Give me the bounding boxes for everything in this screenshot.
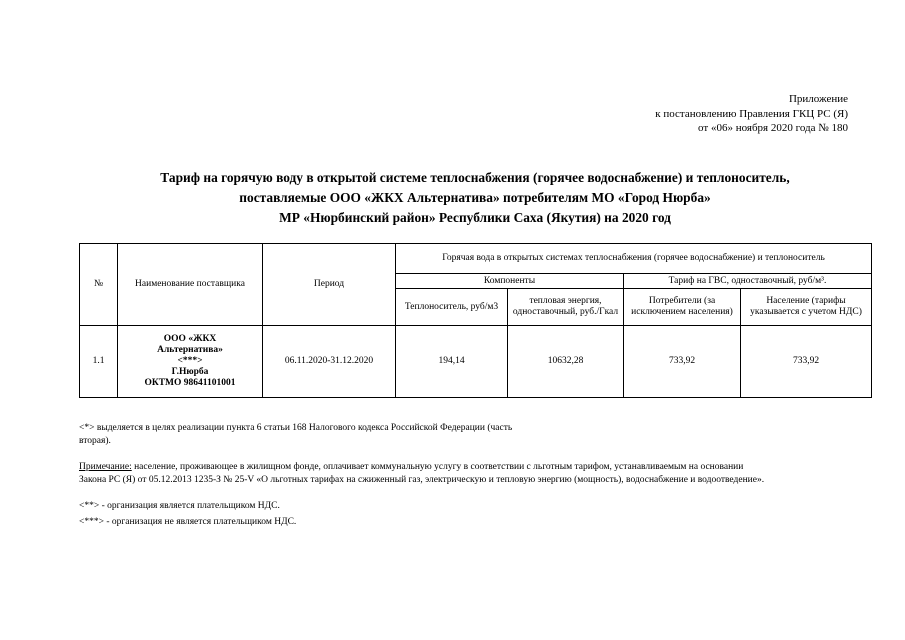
header-supplier: Наименование поставщика xyxy=(118,244,263,326)
header-components: Компоненты xyxy=(396,274,624,289)
table-row xyxy=(80,326,872,398)
header-tariff-gvs: Тариф на ГВС, одноставочный, руб/м³. xyxy=(624,274,872,289)
note-star-1 xyxy=(79,422,879,448)
supplier-line: ООО «ЖКХ xyxy=(163,334,217,344)
supplier-line: Альтернатива» xyxy=(157,345,223,355)
tariff-table xyxy=(79,243,872,398)
note-star-3: <***> - организация не является плательщиком НДС. xyxy=(79,517,297,527)
row-population: 733,92 xyxy=(741,326,872,398)
header-row-1 xyxy=(80,244,872,274)
appendix-block xyxy=(655,92,848,136)
row-heat-energy: 10632,28 xyxy=(508,326,624,398)
row-supplier xyxy=(118,326,263,398)
remark-line-1: население, проживающее в жилищном фонде, оплачивает коммунальную услугу в соответствии с льготным тарифом, устанавливаемым на основании xyxy=(131,462,744,472)
header-group: Горячая вода в открытых системах теплоснабжения (горячее водоснабжение) и теплоноситель xyxy=(396,244,872,274)
row-num: 1.1 xyxy=(80,326,118,398)
note-star-2: <**> - организация является плательщиком НДС. xyxy=(79,501,280,511)
row-heat-carrier: 194,14 xyxy=(396,326,508,398)
row-consumers: 733,92 xyxy=(624,326,741,398)
row-period: 06.11.2020-31.12.2020 xyxy=(263,326,396,398)
supplier-line: ОКТМО 98641101001 xyxy=(144,378,236,388)
note-star-1-line-1: <*> выделяется в целях реализации пункта 6 статьи 168 Налогового кодекса Российской Федерации (часть xyxy=(79,423,513,433)
appendix-line-3: от «06» ноября 2020 года № 180 xyxy=(698,122,848,134)
document-title xyxy=(80,168,870,228)
appendix-line-1: Приложение xyxy=(788,93,848,105)
remark-line-2: Закона РС (Я) от 05.12.2013 1235-З № 25-V «О льготных тарифах на сжиженный газ, электрическую и тепловую энергию (мощность), водоснабжение и водоотведение». xyxy=(79,475,765,485)
header-num: № xyxy=(80,244,118,326)
header-heat-energy: тепловая энергия, одноставочный, руб./Гкал xyxy=(508,289,624,326)
header-heat-carrier: Теплоноситель, руб/м3 xyxy=(396,289,508,326)
supplier-line: Г.Нюрба xyxy=(171,367,209,377)
title-line-3: МР «Нюрбинский район» Республики Саха (Якутия) на 2020 год xyxy=(279,210,671,225)
title-line-2: поставляемые ООО «ЖКХ Альтернатива» потребителям МО «Город Нюрба» xyxy=(239,190,711,205)
header-consumers: Потребители (за исключением населения) xyxy=(624,289,741,326)
appendix-line-2: к постановлению Правления ГКЦ РС (Я) xyxy=(655,107,848,120)
title-line-1: Тариф на горячую воду в открытой системе теплоснабжения (горячее водоснабжение) и теплоноситель, xyxy=(160,170,790,185)
note-star-1-line-2: вторая). xyxy=(79,436,111,446)
header-population: Население (тарифы указывается с учетом НДС) xyxy=(741,289,872,326)
remark-label: Примечание: xyxy=(79,462,132,472)
supplier-line: <***> xyxy=(177,356,203,366)
header-period: Период xyxy=(263,244,396,326)
remark-block xyxy=(79,461,879,487)
